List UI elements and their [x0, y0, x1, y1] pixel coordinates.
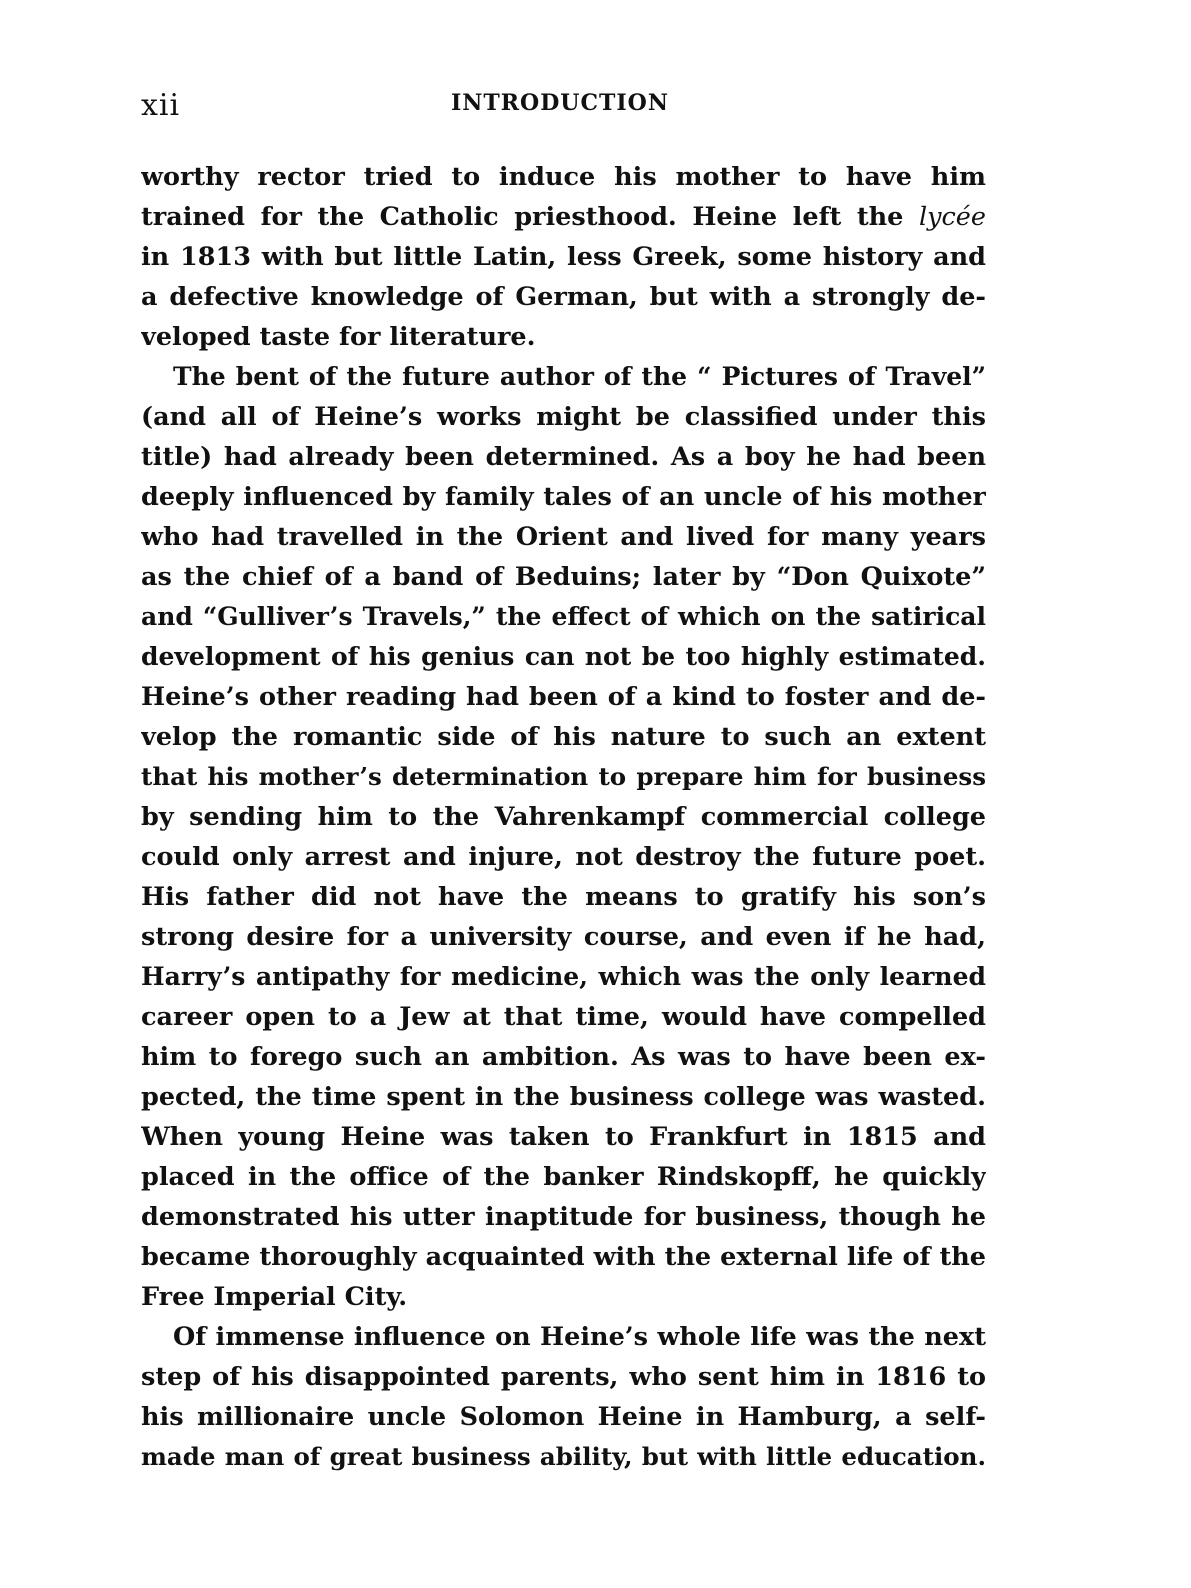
text-line: (and all of Heine’s works might be classified under this — [141, 402, 986, 432]
text-line: Harry’s antipathy for medicine, which was the only learned — [141, 962, 986, 991]
italic-word: lycée — [918, 202, 986, 232]
text-line: placed in the office of the banker Rindskopff, he quickly — [141, 1162, 986, 1192]
text-line: strong desire for a university course, and even if he had, — [141, 922, 986, 952]
text-line: him to forego such an ambition. As was to have been ex- — [141, 1042, 986, 1072]
text-line: could only arrest and injure, not destroy the future poet. — [141, 842, 986, 872]
text-line: that his mother’s determination to prepare him for business — [141, 762, 986, 791]
text-line: His father did not have the means to gratify his son’s — [141, 882, 986, 912]
paragraph-1 — [141, 157, 986, 357]
text-line: and “Gulliver’s Travels,” the effect of which on the satirical — [141, 602, 986, 631]
text-line: step of his disappointed parents, who sent him in 1816 to — [141, 1362, 986, 1392]
text-line: a defective knowledge of German, but with a strongly de- — [141, 282, 986, 312]
text-span: trained for the Catholic priesthood. Heine left the — [141, 202, 919, 232]
text-line: his millionaire uncle Solomon Heine in Hamburg, a self- — [141, 1402, 986, 1432]
text-line: development of his genius can not be too highly estimated. — [141, 642, 986, 671]
text-line: became thoroughly acquainted with the external life of the — [141, 1242, 986, 1272]
body-text — [141, 157, 986, 1477]
text-line: Free Imperial City. — [141, 1282, 408, 1312]
text-line — [141, 197, 986, 237]
text-line: pected, the time spent in the business college was wasted. — [141, 1082, 986, 1112]
running-head — [141, 86, 986, 126]
text-line: in 1813 with but little Latin, less Greek, some history and — [141, 242, 986, 272]
text-line: demonstrated his utter inaptitude for business, though he — [141, 1202, 986, 1232]
text-line: career open to a Jew at that time, would have compelled — [141, 1002, 986, 1032]
text-line: The bent of the future author of the “ Pictures of Travel” — [173, 362, 986, 391]
text-line: Of immense influence on Heine’s whole life was the next — [173, 1322, 986, 1352]
text-line: When young Heine was taken to Frankfurt in 1815 and — [141, 1122, 986, 1152]
text-line: made man of great business ability, but with little education. — [141, 1442, 986, 1471]
text-line: Heine’s other reading had been of a kind to foster and de- — [141, 682, 986, 712]
page-number: xii — [141, 88, 181, 123]
text-line: by sending him to the Vahrenkampf commercial college — [141, 802, 986, 832]
paragraph-3 — [141, 1317, 986, 1477]
text-line: who had travelled in the Orient and lived for many years — [141, 522, 986, 552]
text-line: deeply influenced by family tales of an uncle of his mother — [141, 482, 986, 512]
text-line: worthy rector tried to induce his mother to have him — [141, 162, 986, 192]
text-line: velop the romantic side of his nature to such an extent — [141, 722, 986, 752]
running-title: INTRODUCTION — [451, 90, 669, 116]
paragraph-2 — [141, 357, 986, 1317]
text-line: title) had already been determined. As a boy he had been — [141, 442, 986, 472]
text-line: veloped taste for literature. — [141, 322, 536, 352]
text-line: as the chief of a band of Beduins; later by “Don Quixote” — [141, 562, 986, 592]
